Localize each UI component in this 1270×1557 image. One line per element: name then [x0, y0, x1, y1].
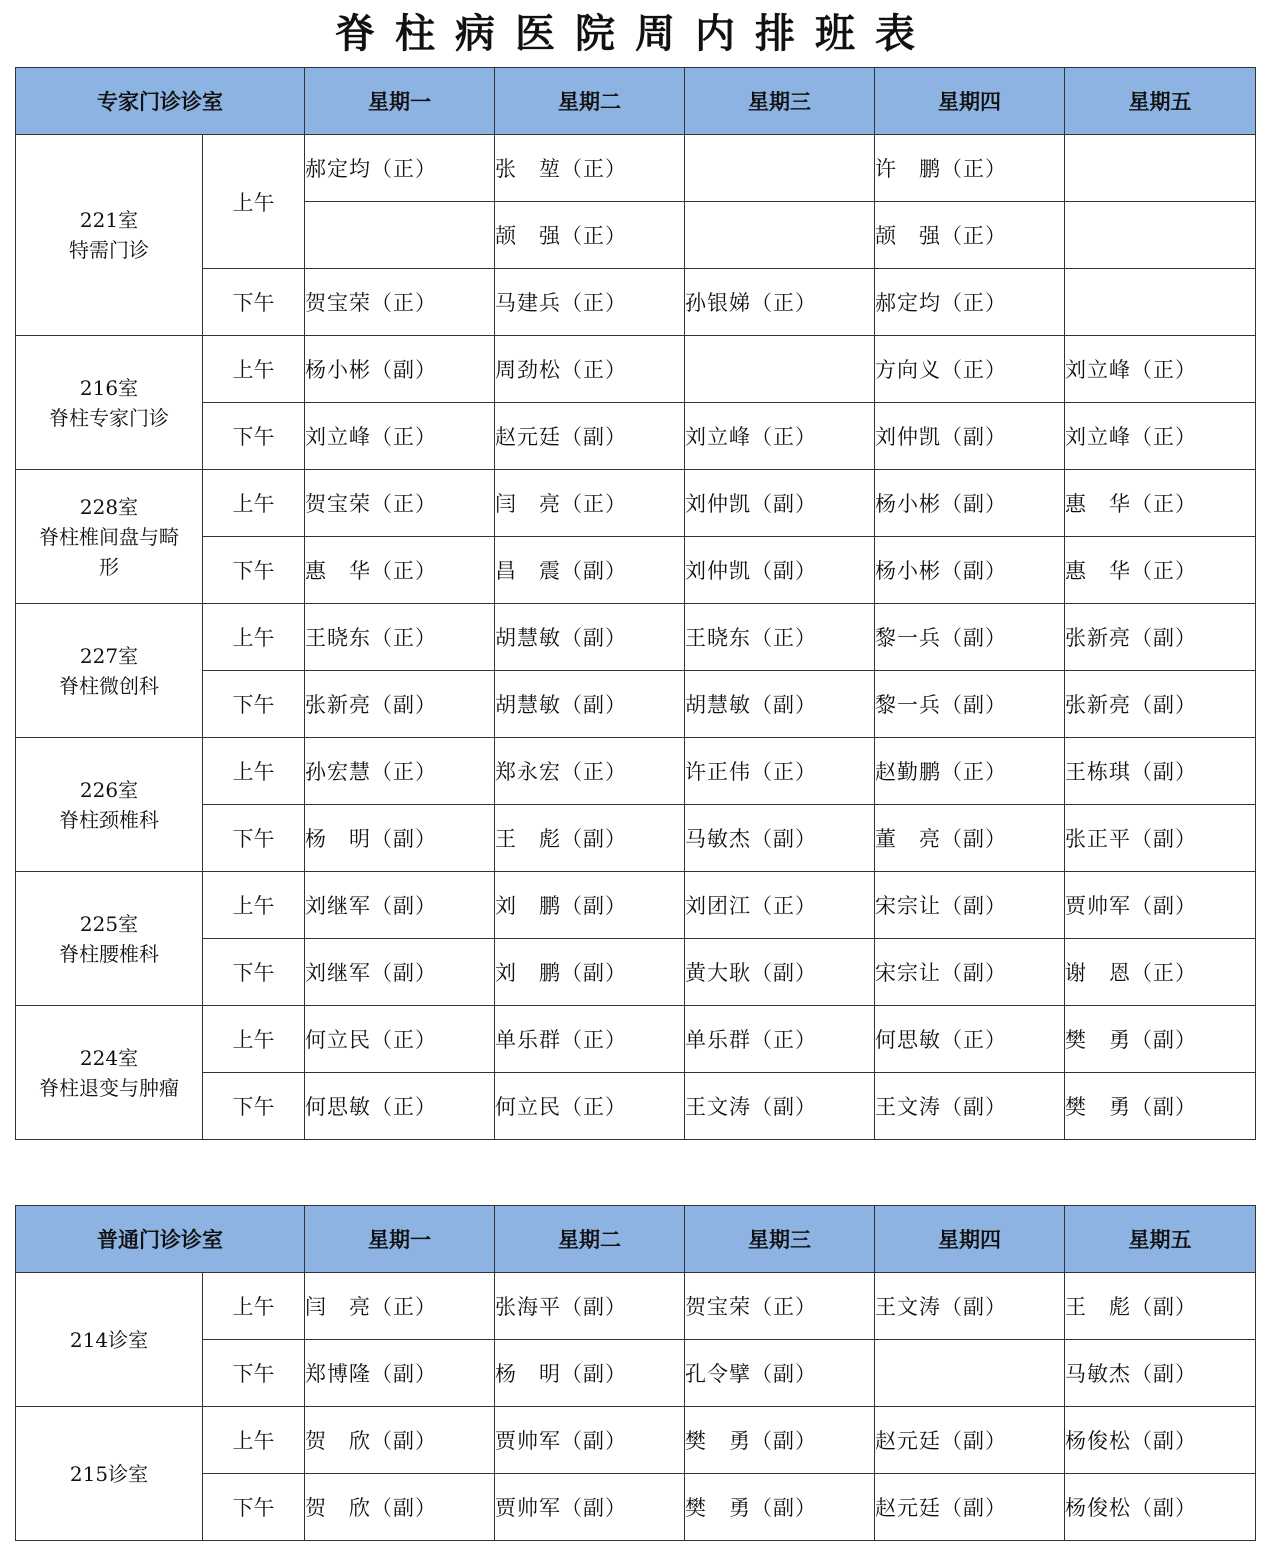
period-cell: 下午	[203, 1340, 305, 1407]
doctor-cell: 颉 强（正）	[495, 202, 685, 269]
room-name-cell: 228室 脊柱椎间盘与畸 形	[16, 470, 203, 604]
period-cell: 上午	[203, 1273, 305, 1340]
table-row	[16, 738, 1256, 805]
doctor-cell: 刘立峰（正）	[1065, 403, 1256, 470]
period-cell: 下午	[203, 939, 305, 1006]
doctor-cell: 杨俊松（副）	[1065, 1474, 1256, 1541]
period-cell: 下午	[203, 537, 305, 604]
doctor-cell: 方向义（正）	[875, 336, 1065, 403]
weekday-header: 星期二	[495, 1206, 685, 1273]
doctor-cell: 刘立峰（正）	[305, 403, 495, 470]
doctor-cell: 赵元廷（副）	[875, 1474, 1065, 1541]
doctor-cell: 郑博隆（副）	[305, 1340, 495, 1407]
doctor-cell: 何思敏（正）	[875, 1006, 1065, 1073]
doctor-cell	[685, 336, 875, 403]
doctor-cell	[685, 135, 875, 202]
doctor-cell: 单乐群（正）	[685, 1006, 875, 1073]
doctor-cell: 刘仲凯（副）	[685, 537, 875, 604]
general-schedule-table	[15, 1205, 1256, 1541]
doctor-cell: 王 彪（副）	[495, 805, 685, 872]
doctor-cell: 周劲松（正）	[495, 336, 685, 403]
doctor-cell: 刘团江（正）	[685, 872, 875, 939]
doctor-cell: 惠 华（正）	[1065, 537, 1256, 604]
weekday-header: 星期五	[1065, 1206, 1256, 1273]
doctor-cell: 黎一兵（副）	[875, 604, 1065, 671]
doctor-cell: 黄大耿（副）	[685, 939, 875, 1006]
room-column-header: 专家门诊诊室	[16, 68, 305, 135]
doctor-cell: 胡慧敏（副）	[685, 671, 875, 738]
doctor-cell: 谢 恩（正）	[1065, 939, 1256, 1006]
doctor-cell: 宋宗让（副）	[875, 939, 1065, 1006]
table-row	[16, 135, 1256, 202]
weekday-header: 星期四	[875, 1206, 1065, 1273]
period-cell: 上午	[203, 1006, 305, 1073]
doctor-cell: 何思敏（正）	[305, 1073, 495, 1140]
doctor-cell	[1065, 269, 1256, 336]
room-name-cell: 215诊室	[16, 1407, 203, 1541]
doctor-cell: 樊 勇（副）	[1065, 1006, 1256, 1073]
doctor-cell: 宋宗让（副）	[875, 872, 1065, 939]
room-name-cell: 225室 脊柱腰椎科	[16, 872, 203, 1006]
doctor-cell: 郝定均（正）	[305, 135, 495, 202]
doctor-cell: 张 堃（正）	[495, 135, 685, 202]
doctor-cell: 许 鹏（正）	[875, 135, 1065, 202]
doctor-cell: 董 亮（副）	[875, 805, 1065, 872]
doctor-cell: 刘仲凯（副）	[685, 470, 875, 537]
room-name-cell: 224室 脊柱退变与肿瘤	[16, 1006, 203, 1140]
room-name-cell: 216室 脊柱专家门诊	[16, 336, 203, 470]
doctor-cell	[305, 202, 495, 269]
doctor-cell: 郝定均（正）	[875, 269, 1065, 336]
doctor-cell: 马敏杰（副）	[685, 805, 875, 872]
period-cell: 下午	[203, 269, 305, 336]
table-row	[16, 1407, 1256, 1474]
doctor-cell: 杨小彬（副）	[875, 470, 1065, 537]
doctor-cell: 张新亮（副）	[1065, 671, 1256, 738]
doctor-cell: 樊 勇（副）	[685, 1407, 875, 1474]
doctor-cell: 何立民（正）	[495, 1073, 685, 1140]
doctor-cell: 杨俊松（副）	[1065, 1407, 1256, 1474]
weekday-header: 星期五	[1065, 68, 1256, 135]
doctor-cell: 赵勤鹏（正）	[875, 738, 1065, 805]
doctor-cell: 张海平（副）	[495, 1273, 685, 1340]
doctor-cell: 孔令擘（副）	[685, 1340, 875, 1407]
doctor-cell: 贺宝荣（正）	[305, 269, 495, 336]
doctor-cell	[1065, 202, 1256, 269]
table-row	[16, 1006, 1256, 1073]
doctor-cell: 闫 亮（正）	[305, 1273, 495, 1340]
doctor-cell: 颉 强（正）	[875, 202, 1065, 269]
doctor-cell: 胡慧敏（副）	[495, 604, 685, 671]
doctor-cell: 王晓东（正）	[305, 604, 495, 671]
doctor-cell: 孙银娣（正）	[685, 269, 875, 336]
doctor-cell: 杨小彬（副）	[305, 336, 495, 403]
table-row	[16, 872, 1256, 939]
period-cell: 上午	[203, 738, 305, 805]
doctor-cell: 赵元廷（副）	[495, 403, 685, 470]
doctor-cell: 樊 勇（副）	[1065, 1073, 1256, 1140]
doctor-cell: 杨小彬（副）	[875, 537, 1065, 604]
weekday-header: 星期一	[305, 68, 495, 135]
doctor-cell: 刘立峰（正）	[1065, 336, 1256, 403]
doctor-cell: 贾帅军（副）	[1065, 872, 1256, 939]
doctor-cell: 张正平（副）	[1065, 805, 1256, 872]
doctor-cell: 樊 勇（副）	[685, 1474, 875, 1541]
doctor-cell: 赵元廷（副）	[875, 1407, 1065, 1474]
doctor-cell: 刘继军（副）	[305, 872, 495, 939]
table-row	[16, 336, 1256, 403]
doctor-cell: 何立民（正）	[305, 1006, 495, 1073]
period-cell: 上午	[203, 336, 305, 403]
period-cell: 下午	[203, 805, 305, 872]
doctor-cell: 刘立峰（正）	[685, 403, 875, 470]
doctor-cell: 惠 华（正）	[1065, 470, 1256, 537]
doctor-cell: 黎一兵（副）	[875, 671, 1065, 738]
doctor-cell: 贺宝荣（正）	[305, 470, 495, 537]
table-row	[16, 1273, 1256, 1340]
period-cell: 上午	[203, 135, 305, 269]
room-column-header: 普通门诊诊室	[16, 1206, 305, 1273]
doctor-cell: 杨 明（副）	[495, 1340, 685, 1407]
doctor-cell: 贾帅军（副）	[495, 1407, 685, 1474]
doctor-cell: 许正伟（正）	[685, 738, 875, 805]
doctor-cell: 刘 鹏（副）	[495, 872, 685, 939]
period-cell: 上午	[203, 872, 305, 939]
period-cell: 上午	[203, 1407, 305, 1474]
period-cell: 上午	[203, 470, 305, 537]
period-cell: 下午	[203, 1073, 305, 1140]
weekday-header: 星期一	[305, 1206, 495, 1273]
doctor-cell: 贺 欣（副）	[305, 1474, 495, 1541]
doctor-cell: 胡慧敏（副）	[495, 671, 685, 738]
doctor-cell: 郑永宏（正）	[495, 738, 685, 805]
room-name-cell: 214诊室	[16, 1273, 203, 1407]
doctor-cell: 贺 欣（副）	[305, 1407, 495, 1474]
doctor-cell: 闫 亮（正）	[495, 470, 685, 537]
doctor-cell: 王 彪（副）	[1065, 1273, 1256, 1340]
expert-schedule-table	[15, 67, 1256, 1140]
weekday-header: 星期二	[495, 68, 685, 135]
page-title: 脊柱病医院周内排班表	[335, 10, 935, 57]
weekday-header: 星期四	[875, 68, 1065, 135]
doctor-cell: 张新亮（副）	[1065, 604, 1256, 671]
period-cell: 下午	[203, 671, 305, 738]
doctor-cell: 马敏杰（副）	[1065, 1340, 1256, 1407]
weekday-header: 星期三	[685, 68, 875, 135]
doctor-cell: 刘继军（副）	[305, 939, 495, 1006]
period-cell: 下午	[203, 403, 305, 470]
period-cell: 下午	[203, 1474, 305, 1541]
doctor-cell	[875, 1340, 1065, 1407]
doctor-cell: 王晓东（正）	[685, 604, 875, 671]
room-name-cell: 227室 脊柱微创科	[16, 604, 203, 738]
doctor-cell: 王栋琪（副）	[1065, 738, 1256, 805]
doctor-cell: 贾帅军（副）	[495, 1474, 685, 1541]
table-row	[16, 604, 1256, 671]
doctor-cell: 刘 鹏（副）	[495, 939, 685, 1006]
header-row	[16, 1206, 1256, 1273]
doctor-cell: 孙宏慧（正）	[305, 738, 495, 805]
doctor-cell: 王文涛（副）	[875, 1073, 1065, 1140]
doctor-cell	[685, 202, 875, 269]
doctor-cell: 王文涛（副）	[875, 1273, 1065, 1340]
doctor-cell: 张新亮（副）	[305, 671, 495, 738]
table-row	[16, 470, 1256, 537]
doctor-cell: 刘仲凯（副）	[875, 403, 1065, 470]
period-cell: 上午	[203, 604, 305, 671]
weekday-header: 星期三	[685, 1206, 875, 1273]
doctor-cell: 杨 明（副）	[305, 805, 495, 872]
doctor-cell: 马建兵（正）	[495, 269, 685, 336]
doctor-cell: 昌 震（副）	[495, 537, 685, 604]
doctor-cell: 贺宝荣（正）	[685, 1273, 875, 1340]
doctor-cell: 单乐群（正）	[495, 1006, 685, 1073]
doctor-cell: 王文涛（副）	[685, 1073, 875, 1140]
header-row	[16, 68, 1256, 135]
room-name-cell: 221室 特需门诊	[16, 135, 203, 336]
doctor-cell	[1065, 135, 1256, 202]
doctor-cell: 惠 华（正）	[305, 537, 495, 604]
room-name-cell: 226室 脊柱颈椎科	[16, 738, 203, 872]
